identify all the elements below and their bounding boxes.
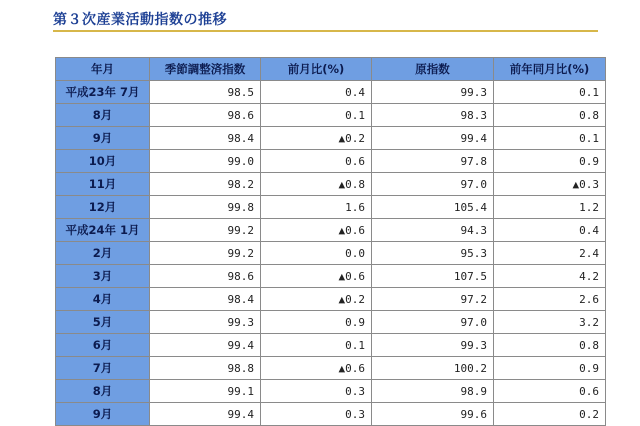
cell-original-index: 107.5 bbox=[372, 265, 494, 288]
table-row bbox=[56, 334, 606, 357]
table-row bbox=[56, 219, 606, 242]
table-row bbox=[56, 357, 606, 380]
row-period: 4月 bbox=[56, 288, 150, 311]
row-period: 2月 bbox=[56, 242, 150, 265]
cell-year-over-year: 0.8 bbox=[494, 334, 606, 357]
cell-original-index: 97.0 bbox=[372, 311, 494, 334]
cell-seasonally-adjusted: 99.4 bbox=[150, 334, 261, 357]
cell-seasonally-adjusted: 98.8 bbox=[150, 357, 261, 380]
row-period: 平成24年 1月 bbox=[56, 219, 150, 242]
table-body bbox=[56, 81, 606, 426]
row-period: 8月 bbox=[56, 104, 150, 127]
table-row bbox=[56, 173, 606, 196]
cell-year-over-year: 0.6 bbox=[494, 380, 606, 403]
cell-year-over-year: 0.1 bbox=[494, 81, 606, 104]
cell-year-over-year: 0.8 bbox=[494, 104, 606, 127]
cell-month-over-month: 1.6 bbox=[261, 196, 372, 219]
table-row bbox=[56, 242, 606, 265]
cell-year-over-year: 1.2 bbox=[494, 196, 606, 219]
header-period: 年月 bbox=[56, 58, 150, 81]
header-original-index: 原指数 bbox=[372, 58, 494, 81]
cell-seasonally-adjusted: 99.2 bbox=[150, 242, 261, 265]
cell-month-over-month: 0.4 bbox=[261, 81, 372, 104]
header-month-over-month: 前月比(%) bbox=[261, 58, 372, 81]
cell-month-over-month: 0.3 bbox=[261, 380, 372, 403]
table-row bbox=[56, 403, 606, 426]
table-row bbox=[56, 311, 606, 334]
row-period: 9月 bbox=[56, 127, 150, 150]
cell-seasonally-adjusted: 99.0 bbox=[150, 150, 261, 173]
cell-original-index: 98.9 bbox=[372, 380, 494, 403]
cell-original-index: 99.3 bbox=[372, 81, 494, 104]
cell-seasonally-adjusted: 98.4 bbox=[150, 127, 261, 150]
cell-seasonally-adjusted: 98.2 bbox=[150, 173, 261, 196]
cell-month-over-month: 0.6 bbox=[261, 150, 372, 173]
cell-seasonally-adjusted: 98.5 bbox=[150, 81, 261, 104]
table-row bbox=[56, 196, 606, 219]
cell-seasonally-adjusted: 99.1 bbox=[150, 380, 261, 403]
cell-original-index: 97.2 bbox=[372, 288, 494, 311]
cell-year-over-year: 3.2 bbox=[494, 311, 606, 334]
cell-month-over-month: 0.9 bbox=[261, 311, 372, 334]
cell-original-index: 100.2 bbox=[372, 357, 494, 380]
cell-year-over-year: 0.9 bbox=[494, 357, 606, 380]
cell-seasonally-adjusted: 99.4 bbox=[150, 403, 261, 426]
row-period: 10月 bbox=[56, 150, 150, 173]
cell-seasonally-adjusted: 98.4 bbox=[150, 288, 261, 311]
cell-original-index: 97.8 bbox=[372, 150, 494, 173]
cell-month-over-month: ▲0.6 bbox=[261, 357, 372, 380]
row-period: 3月 bbox=[56, 265, 150, 288]
cell-original-index: 95.3 bbox=[372, 242, 494, 265]
cell-month-over-month: ▲0.6 bbox=[261, 265, 372, 288]
cell-year-over-year: 2.6 bbox=[494, 288, 606, 311]
cell-year-over-year: 0.1 bbox=[494, 127, 606, 150]
row-period: 12月 bbox=[56, 196, 150, 219]
cell-year-over-year: 0.9 bbox=[494, 150, 606, 173]
row-period: 6月 bbox=[56, 334, 150, 357]
cell-original-index: 99.4 bbox=[372, 127, 494, 150]
page-title: 第３次産業活動指数の推移 bbox=[53, 12, 227, 28]
cell-month-over-month: 0.3 bbox=[261, 403, 372, 426]
row-period: 9月 bbox=[56, 403, 150, 426]
cell-year-over-year: 0.2 bbox=[494, 403, 606, 426]
header-year-over-year: 前年同月比(%) bbox=[494, 58, 606, 81]
cell-original-index: 99.3 bbox=[372, 334, 494, 357]
title-underline bbox=[53, 30, 598, 32]
cell-month-over-month: ▲0.2 bbox=[261, 288, 372, 311]
table-row bbox=[56, 150, 606, 173]
cell-original-index: 105.4 bbox=[372, 196, 494, 219]
table-row bbox=[56, 380, 606, 403]
table-row bbox=[56, 265, 606, 288]
cell-year-over-year: 0.4 bbox=[494, 219, 606, 242]
row-period: 7月 bbox=[56, 357, 150, 380]
cell-original-index: 98.3 bbox=[372, 104, 494, 127]
cell-month-over-month: ▲0.2 bbox=[261, 127, 372, 150]
cell-seasonally-adjusted: 99.3 bbox=[150, 311, 261, 334]
index-table bbox=[55, 57, 606, 426]
cell-month-over-month: 0.0 bbox=[261, 242, 372, 265]
table-row bbox=[56, 288, 606, 311]
table-row bbox=[56, 81, 606, 104]
header-seasonally-adjusted: 季節調整済指数 bbox=[150, 58, 261, 81]
table-row bbox=[56, 104, 606, 127]
row-period: 5月 bbox=[56, 311, 150, 334]
row-period: 平成23年 7月 bbox=[56, 81, 150, 104]
cell-original-index: 99.6 bbox=[372, 403, 494, 426]
table-header-row bbox=[56, 58, 606, 81]
cell-month-over-month: 0.1 bbox=[261, 104, 372, 127]
cell-month-over-month: 0.1 bbox=[261, 334, 372, 357]
cell-month-over-month: ▲0.8 bbox=[261, 173, 372, 196]
row-period: 8月 bbox=[56, 380, 150, 403]
cell-year-over-year: ▲0.3 bbox=[494, 173, 606, 196]
cell-seasonally-adjusted: 99.2 bbox=[150, 219, 261, 242]
cell-seasonally-adjusted: 99.8 bbox=[150, 196, 261, 219]
row-period: 11月 bbox=[56, 173, 150, 196]
cell-year-over-year: 4.2 bbox=[494, 265, 606, 288]
cell-month-over-month: ▲0.6 bbox=[261, 219, 372, 242]
cell-original-index: 97.0 bbox=[372, 173, 494, 196]
cell-seasonally-adjusted: 98.6 bbox=[150, 265, 261, 288]
cell-original-index: 94.3 bbox=[372, 219, 494, 242]
table-row bbox=[56, 127, 606, 150]
cell-year-over-year: 2.4 bbox=[494, 242, 606, 265]
cell-seasonally-adjusted: 98.6 bbox=[150, 104, 261, 127]
